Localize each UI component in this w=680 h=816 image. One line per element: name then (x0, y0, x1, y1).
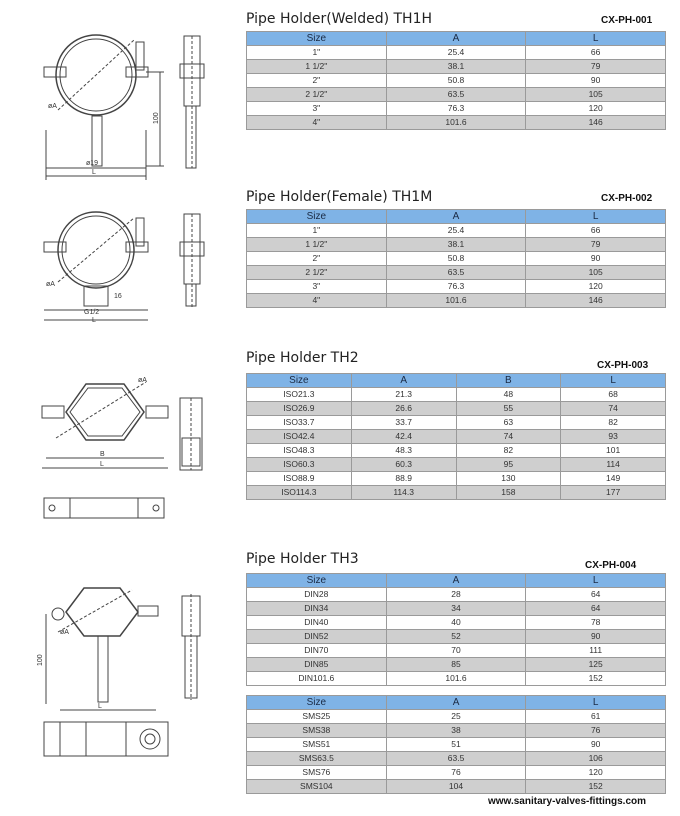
table-cell: 33.7 (351, 416, 456, 430)
table-cell: 152 (526, 780, 666, 794)
table-cell: 90 (526, 252, 666, 266)
table-row (247, 238, 666, 252)
table-cell: 70 (386, 644, 526, 658)
table-cell: 1 1/2" (247, 238, 387, 252)
table-cell: 50.8 (386, 252, 526, 266)
l-label: L (98, 703, 102, 710)
table-cell: 51 (386, 738, 526, 752)
spec-table (246, 373, 666, 500)
table-cell: 52 (386, 630, 526, 644)
table-cell: 95 (456, 458, 561, 472)
height-label: 16 (114, 293, 122, 300)
column-header: A (386, 574, 526, 588)
table-cell: 88.9 (351, 472, 456, 486)
table-cell: 76.3 (386, 102, 526, 116)
table-row (247, 252, 666, 266)
table-row (247, 630, 666, 644)
table-cell: 3" (247, 280, 387, 294)
table-cell: ISO60.3 (247, 458, 352, 472)
table-cell: 76 (526, 724, 666, 738)
column-header: Size (247, 574, 387, 588)
column-header: B (456, 374, 561, 388)
column-header: A (386, 210, 526, 224)
b-label: B (100, 451, 105, 458)
table-cell: 125 (526, 658, 666, 672)
table-cell: ISO26.9 (247, 402, 352, 416)
section-3-code: CX-PH-003 (597, 360, 649, 371)
th1h-side-drawing (176, 34, 206, 174)
column-header: Size (247, 32, 387, 46)
table-row (247, 416, 666, 430)
table-cell: 34 (386, 602, 526, 616)
table-row (247, 486, 666, 500)
table-cell: SMS51 (247, 738, 387, 752)
section-4-code: CX-PH-004 (585, 560, 637, 571)
table-cell: 101.6 (386, 672, 526, 686)
section-4-title: Pipe Holder TH3 (246, 551, 359, 567)
dia-19-label: ø19 (86, 160, 99, 167)
table-cell: SMS38 (247, 724, 387, 738)
table-cell: 4" (247, 116, 387, 130)
table-cell: 25.4 (386, 224, 526, 238)
table-cell: DIN40 (247, 616, 387, 630)
table-cell: ISO33.7 (247, 416, 352, 430)
table-cell: 25 (386, 710, 526, 724)
table-cell: 90 (526, 630, 666, 644)
table-cell: 2 1/2" (247, 266, 387, 280)
table-cell: 40 (386, 616, 526, 630)
table-row (247, 224, 666, 238)
table-cell: 48.3 (351, 444, 456, 458)
table-row (247, 430, 666, 444)
table-cell: 105 (526, 88, 666, 102)
table-cell: ISO114.3 (247, 486, 352, 500)
table-cell: 114.3 (351, 486, 456, 500)
table-row (247, 672, 666, 686)
table-cell: ISO21.3 (247, 388, 352, 402)
section-3-title: Pipe Holder TH2 (246, 350, 359, 366)
table-cell: 149 (561, 472, 666, 486)
th2-front-drawing (36, 372, 170, 532)
section-1-code: CX-PH-001 (601, 15, 653, 26)
spec-table (246, 573, 666, 686)
l-label: L (100, 461, 104, 468)
column-header: L (526, 574, 666, 588)
table-cell: 38.1 (386, 238, 526, 252)
table-cell: DIN34 (247, 602, 387, 616)
table-cell: 104 (386, 780, 526, 794)
table-cell: 146 (526, 294, 666, 308)
table-cell: DIN101.6 (247, 672, 387, 686)
table-cell: 85 (386, 658, 526, 672)
table-cell: 63.5 (386, 266, 526, 280)
column-header: L (526, 210, 666, 224)
column-header: A (351, 374, 456, 388)
table-cell: 66 (526, 46, 666, 60)
table-cell: 79 (526, 238, 666, 252)
table-cell: 120 (526, 280, 666, 294)
table-cell: 48 (456, 388, 561, 402)
table-cell: 2" (247, 74, 387, 88)
table-row (247, 616, 666, 630)
column-header: L (526, 696, 666, 710)
table-cell: 111 (526, 644, 666, 658)
table-cell: 64 (526, 602, 666, 616)
dia-a-label: øA (48, 103, 57, 110)
table-row (247, 402, 666, 416)
table-cell: 101.6 (386, 116, 526, 130)
table-cell: 61 (526, 710, 666, 724)
th3-side-drawing (176, 592, 206, 702)
column-header: Size (247, 374, 352, 388)
table-row (247, 60, 666, 74)
section-1-title: Pipe Holder(Welded) TH1H (246, 11, 433, 27)
table-cell: 146 (526, 116, 666, 130)
table-cell: 82 (456, 444, 561, 458)
table-cell: 82 (561, 416, 666, 430)
table-cell: 130 (456, 472, 561, 486)
table-cell: 79 (526, 60, 666, 74)
table-cell: 38.1 (386, 60, 526, 74)
th1m-front-drawing (36, 210, 170, 325)
table-row (247, 738, 666, 752)
table-cell: 50.8 (386, 74, 526, 88)
table-cell: 78 (526, 616, 666, 630)
table-row (247, 472, 666, 486)
table-cell: SMS63.5 (247, 752, 387, 766)
table-row (247, 294, 666, 308)
footer-url: www.sanitary-valves-fittings.com (488, 796, 647, 807)
column-header: A (386, 32, 526, 46)
table-cell: 114 (561, 458, 666, 472)
table-cell: 64 (526, 588, 666, 602)
table-cell: 120 (526, 766, 666, 780)
table-cell: DIN28 (247, 588, 387, 602)
table-cell: DIN52 (247, 630, 387, 644)
table-row (247, 752, 666, 766)
spec-table (246, 209, 666, 308)
table-cell: ISO48.3 (247, 444, 352, 458)
dia-a-label: øA (46, 281, 55, 288)
table-cell: 4" (247, 294, 387, 308)
table-cell: 63 (456, 416, 561, 430)
table-cell: 76.3 (386, 280, 526, 294)
table-cell: 3" (247, 102, 387, 116)
table-cell: 76 (386, 766, 526, 780)
l-label: L (92, 317, 96, 324)
column-header: Size (247, 210, 387, 224)
section-2-title: Pipe Holder(Female) TH1M (246, 189, 433, 205)
table-row (247, 766, 666, 780)
table-cell: 63.5 (386, 88, 526, 102)
table-cell: 26.6 (351, 402, 456, 416)
table-cell: 66 (526, 224, 666, 238)
table-row (247, 46, 666, 60)
table-row (247, 458, 666, 472)
table-cell: ISO42.4 (247, 430, 352, 444)
table-cell: 74 (561, 402, 666, 416)
table-cell: 74 (456, 430, 561, 444)
table-cell: 2 1/2" (247, 88, 387, 102)
table-cell: SMS76 (247, 766, 387, 780)
table-cell: 1" (247, 224, 387, 238)
height-label: 100 (37, 654, 44, 666)
th3-front-drawing (36, 582, 170, 782)
th1h-front-drawing (36, 30, 170, 185)
spec-table-sms (246, 695, 666, 794)
table-cell: 93 (561, 430, 666, 444)
column-header: L (561, 374, 666, 388)
table-cell: DIN70 (247, 644, 387, 658)
table-cell: 63.5 (386, 752, 526, 766)
table-cell: 101.6 (386, 294, 526, 308)
table-cell: 2" (247, 252, 387, 266)
section-2-code: CX-PH-002 (601, 193, 653, 204)
th1m-side-drawing (176, 212, 206, 312)
table-row (247, 602, 666, 616)
table-cell: 152 (526, 672, 666, 686)
table-row (247, 444, 666, 458)
l-label: L (92, 169, 96, 176)
table-cell: 55 (456, 402, 561, 416)
table-row (247, 74, 666, 88)
table-cell: 1" (247, 46, 387, 60)
table-row (247, 710, 666, 724)
table-row (247, 388, 666, 402)
table-row (247, 644, 666, 658)
table-cell: 60.3 (351, 458, 456, 472)
table-row (247, 280, 666, 294)
table-row (247, 588, 666, 602)
column-header: Size (247, 696, 387, 710)
table-cell: SMS104 (247, 780, 387, 794)
table-cell: 158 (456, 486, 561, 500)
table-cell: ISO88.9 (247, 472, 352, 486)
table-row (247, 724, 666, 738)
table-cell: 28 (386, 588, 526, 602)
table-cell: SMS25 (247, 710, 387, 724)
dia-a-label: øA (138, 377, 147, 384)
thread-label: G1/2 (84, 309, 100, 316)
table-row (247, 658, 666, 672)
th2-side-drawing (176, 396, 206, 476)
table-row (247, 266, 666, 280)
table-cell: 105 (526, 266, 666, 280)
table-cell: 120 (526, 102, 666, 116)
table-cell: 101 (561, 444, 666, 458)
spec-table (246, 31, 666, 130)
dia-a-label: øA (60, 629, 69, 636)
table-cell: 106 (526, 752, 666, 766)
table-cell: 90 (526, 738, 666, 752)
height-label: 100 (153, 112, 160, 124)
table-row (247, 116, 666, 130)
table-cell: 68 (561, 388, 666, 402)
table-cell: 25.4 (386, 46, 526, 60)
table-cell: 38 (386, 724, 526, 738)
table-row (247, 780, 666, 794)
table-cell: 21.3 (351, 388, 456, 402)
column-header: L (526, 32, 666, 46)
column-header: A (386, 696, 526, 710)
table-cell: 177 (561, 486, 666, 500)
table-cell: 42.4 (351, 430, 456, 444)
table-cell: DIN85 (247, 658, 387, 672)
table-cell: 1 1/2" (247, 60, 387, 74)
table-row (247, 102, 666, 116)
table-row (247, 88, 666, 102)
table-cell: 90 (526, 74, 666, 88)
